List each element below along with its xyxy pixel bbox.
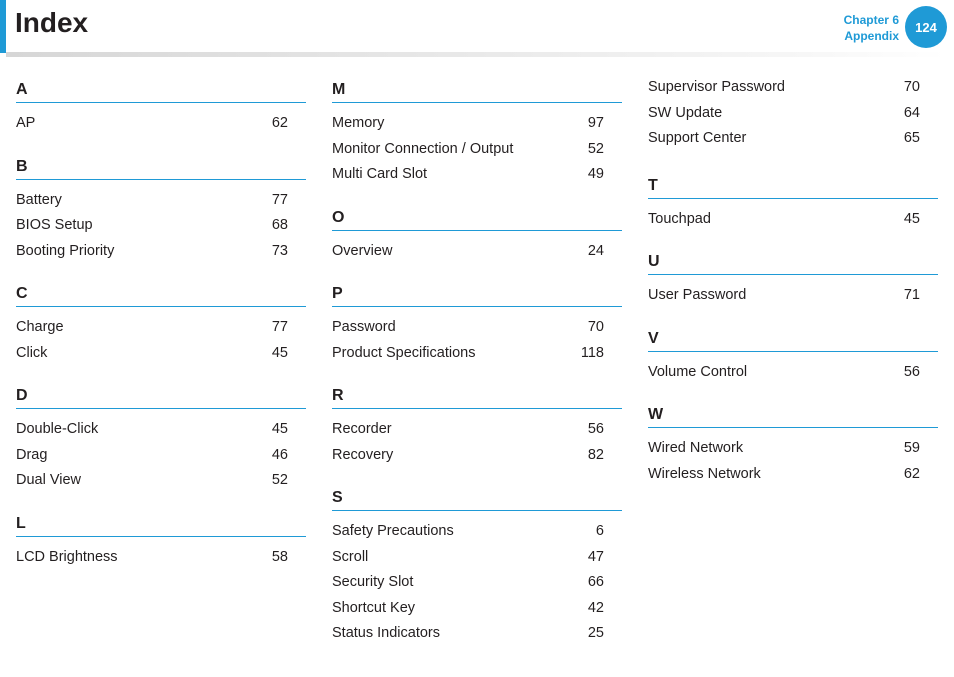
index-page-number: 62 [271, 115, 288, 131]
index-term: Charge [16, 319, 64, 335]
index-entry-list [648, 207, 938, 233]
index-section [648, 325, 938, 386]
index-entry [332, 596, 622, 622]
index-term: AP [16, 115, 36, 131]
index-section [332, 484, 622, 647]
index-section [16, 382, 306, 494]
index-page-number: 68 [271, 217, 288, 233]
chapter-label [844, 12, 899, 44]
index-entry-list [16, 545, 306, 571]
index-page-number: 52 [587, 140, 604, 157]
index-term: BIOS Setup [16, 217, 93, 233]
index-term: Dual View [16, 472, 82, 488]
index-entry-list [16, 417, 306, 494]
index-entry [16, 111, 306, 137]
index-term: Product Specifications [332, 344, 476, 361]
index-section [16, 153, 306, 265]
index-entry [332, 621, 622, 647]
index-page-number: 97 [587, 115, 604, 131]
index-entry [16, 545, 306, 571]
index-page-number: 6 [595, 523, 604, 539]
index-term: Battery [16, 191, 62, 208]
index-entry [16, 315, 306, 341]
header-accent-bar [0, 0, 6, 53]
index-section [16, 510, 306, 571]
index-entry [16, 188, 306, 214]
index-letter-heading: U [648, 248, 938, 275]
index-term: Drag [16, 446, 48, 463]
index-term: SW Update [648, 104, 723, 121]
index-entry-list [332, 519, 622, 647]
index-term: Wired Network [648, 440, 744, 456]
index-entry [332, 443, 622, 469]
index-letter-heading: P [332, 280, 622, 307]
index-entry [332, 137, 622, 163]
index-entry [648, 126, 938, 152]
index-term: Memory [332, 115, 385, 131]
index-page-number: 70 [903, 79, 920, 95]
index-section [648, 248, 938, 309]
index-letter-heading: A [16, 76, 306, 103]
index-entry [16, 341, 306, 367]
index-entry-list [332, 239, 622, 265]
index-column-1 [16, 76, 306, 570]
index-entry-list [648, 360, 938, 386]
index-section [648, 172, 938, 233]
index-entry [16, 468, 306, 494]
index-letter-heading: O [332, 204, 622, 231]
index-entry-list [332, 315, 622, 366]
index-letter-heading: D [16, 382, 306, 409]
index-entry [648, 436, 938, 462]
index-entry-list [332, 111, 622, 188]
index-term: Scroll [332, 548, 369, 565]
index-page-number: 45 [271, 344, 288, 361]
index-entry [332, 570, 622, 596]
index-page-number: 62 [903, 465, 920, 482]
index-term: Support Center [648, 130, 747, 146]
page-header [0, 0, 954, 56]
index-entry [648, 75, 938, 101]
index-letter-heading: L [16, 510, 306, 537]
index-page-number: 56 [903, 363, 920, 380]
index-page-number: 59 [903, 440, 920, 456]
page-number-badge: 124 [905, 6, 947, 48]
index-term: User Password [648, 287, 747, 303]
index-entry [16, 213, 306, 239]
index-letter-heading: B [16, 153, 306, 180]
index-entry-list [648, 283, 938, 309]
index-letter-heading: S [332, 484, 622, 511]
index-entry [332, 341, 622, 367]
index-page-number: 58 [271, 548, 288, 565]
index-term: Security Slot [332, 574, 414, 590]
index-page-number: 118 [580, 344, 604, 361]
index-entry [16, 239, 306, 265]
index-section [16, 280, 306, 366]
index-entry-list [16, 315, 306, 366]
index-page-number: 56 [587, 421, 604, 437]
index-page-number: 45 [903, 210, 920, 227]
index-entry [332, 417, 622, 443]
index-term: Multi Card Slot [332, 166, 428, 182]
index-entry [332, 162, 622, 188]
index-page-number: 25 [587, 625, 604, 641]
index-entry [332, 519, 622, 545]
index-entry [648, 207, 938, 233]
index-entry [648, 360, 938, 386]
index-term: Wireless Network [648, 465, 761, 482]
index-section [16, 76, 306, 137]
index-page-number: 46 [271, 446, 288, 463]
index-section [648, 401, 938, 487]
index-page-number: 45 [271, 421, 288, 437]
index-page-number: 66 [587, 574, 604, 590]
index-entry [648, 283, 938, 309]
index-page-number: 70 [587, 319, 604, 335]
index-term: Status Indicators [332, 625, 440, 641]
header-divider [6, 52, 946, 57]
index-entry [332, 315, 622, 341]
index-term: Touchpad [648, 210, 711, 227]
index-page-number: 24 [587, 242, 604, 259]
index-entry-list [16, 188, 306, 265]
index-page-number: 73 [271, 242, 288, 259]
index-entry [648, 101, 938, 127]
index-term: Monitor Connection / Output [332, 140, 514, 157]
index-section [332, 76, 622, 188]
index-entry [16, 417, 306, 443]
index-page-number: 77 [271, 191, 288, 208]
index-page-number: 65 [903, 130, 920, 146]
index-letter-heading: R [332, 382, 622, 409]
index-term: Shortcut Key [332, 599, 416, 616]
index-page-number: 42 [587, 599, 604, 616]
index-column-2 [332, 76, 622, 647]
index-page-number: 77 [271, 319, 288, 335]
index-term: Click [16, 344, 48, 361]
index-page-number: 47 [587, 548, 604, 565]
index-term: Password [332, 319, 396, 335]
index-entry [332, 111, 622, 137]
index-entry-list [648, 436, 938, 487]
index-page-number: 52 [271, 472, 288, 488]
index-term: Overview [332, 242, 393, 259]
index-entry-list [16, 111, 306, 137]
chapter-number: Chapter 6 [843, 13, 899, 27]
index-term: Recovery [332, 446, 394, 463]
index-section [332, 204, 622, 265]
index-term: LCD Brightness [16, 548, 118, 565]
index-term: Volume Control [648, 363, 748, 380]
index-letter-heading: W [648, 401, 938, 428]
index-term: Booting Priority [16, 242, 115, 259]
index-letter-heading: V [648, 325, 938, 352]
index-letter-heading: C [16, 280, 306, 307]
index-page-number: 71 [903, 287, 920, 303]
index-page-number: 49 [587, 166, 604, 182]
index-page-number: 82 [587, 446, 604, 463]
index-page-number: 64 [903, 104, 920, 121]
index-entry [648, 462, 938, 488]
index-section [332, 382, 622, 468]
index-letter-heading: M [332, 76, 622, 103]
index-section [332, 280, 622, 366]
index-entry [16, 443, 306, 469]
index-entry-list [332, 417, 622, 468]
chapter-section: Appendix [844, 29, 899, 43]
index-column-3 [648, 76, 938, 487]
page-title: Index [15, 7, 89, 38]
index-term: Safety Precautions [332, 523, 454, 539]
index-entry [332, 545, 622, 571]
index-term: Recorder [332, 421, 392, 437]
index-entry [332, 239, 622, 265]
index-term: Supervisor Password [648, 79, 785, 95]
index-letter-heading: T [648, 172, 938, 199]
index-term: Double-Click [16, 421, 99, 437]
continued-entries [648, 75, 938, 152]
